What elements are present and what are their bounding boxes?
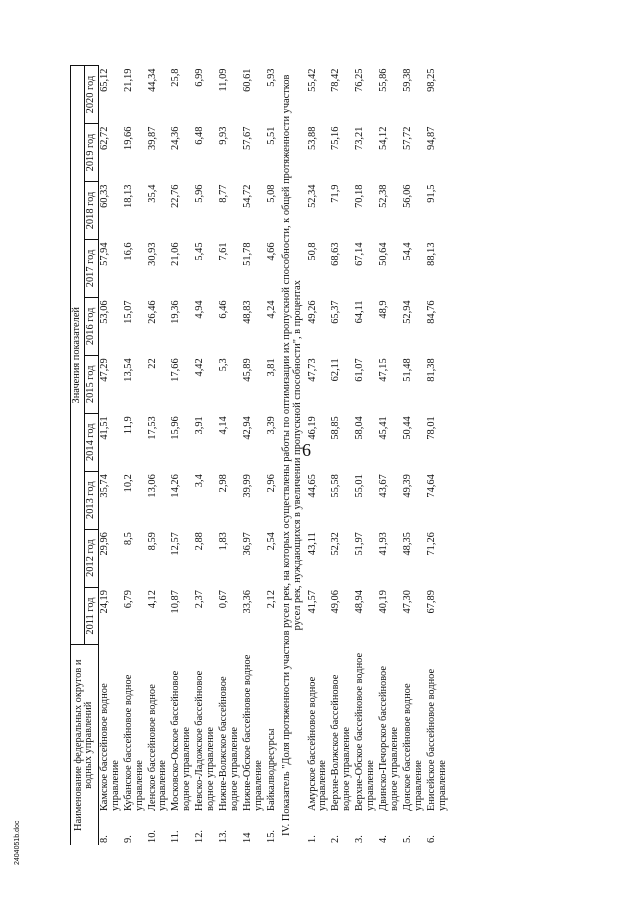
- header-year: 2018 год: [84, 182, 98, 240]
- value-cell: 26,46: [146, 300, 158, 324]
- row-index: 14: [241, 832, 253, 843]
- value-cell: 60,33: [98, 184, 110, 208]
- value-cell: 57,67: [241, 126, 253, 150]
- value-cell: 6,99: [194, 68, 206, 87]
- row-index: 6.: [425, 835, 437, 843]
- table-body-a: [98, 66, 278, 846]
- value-cell: 54,12: [378, 126, 390, 150]
- value-cell: 42,94: [241, 416, 253, 440]
- header-year: 2012 год: [84, 529, 98, 587]
- value-cell: 49,26: [306, 300, 318, 324]
- row-index: 4.: [378, 835, 390, 843]
- value-cell: 5,08: [265, 184, 277, 203]
- value-cell: 50,64: [378, 242, 390, 266]
- value-cell: 70,18: [354, 184, 366, 208]
- value-cell: 17,66: [170, 358, 182, 382]
- value-cell: 52,38: [378, 184, 390, 208]
- value-cell: 8,77: [218, 184, 230, 203]
- value-cell: 22,76: [170, 184, 182, 208]
- value-cell: 50,8: [306, 242, 318, 261]
- footer-filename: [14, 820, 94, 881]
- value-cell: 21,06: [170, 242, 182, 266]
- value-cell: 29,96: [98, 532, 110, 556]
- row-index: 9.: [122, 835, 134, 843]
- indicators-table: [70, 65, 450, 845]
- value-cell: 18,13: [122, 184, 134, 208]
- value-cell: 21,19: [122, 68, 134, 92]
- value-cell: 55,01: [354, 474, 366, 498]
- table-row: [354, 66, 378, 846]
- value-cell: 43,67: [378, 474, 390, 498]
- value-cell: 7,61: [218, 242, 230, 261]
- row-index: 12.: [194, 830, 206, 843]
- value-cell: 36,97: [241, 532, 253, 556]
- value-cell: 67,89: [425, 590, 437, 614]
- value-cell: 52,94: [401, 300, 413, 324]
- table-row: [147, 66, 171, 846]
- value-cell: 13,06: [146, 474, 158, 498]
- value-cell: 9,93: [218, 126, 230, 145]
- value-cell: 5,93: [265, 68, 277, 87]
- value-cell: 47,15: [378, 358, 390, 382]
- value-cell: 41,57: [306, 590, 318, 614]
- value-cell: 47,30: [401, 590, 413, 614]
- value-cell: 47,73: [306, 358, 318, 382]
- value-cell: 4,42: [194, 358, 206, 377]
- row-name: Невско-Ладожское бассейновое водное управление: [194, 670, 217, 811]
- table-row: [307, 66, 331, 846]
- value-cell: 75,16: [330, 126, 342, 150]
- section-title: IV. Показатель "Доля протяженности участков русел рек, на которых осуществлены работы по оптимизации их пропускной способности, к общей протяженности участков русел рек, нуждающихся в увеличении пропускной способности", в процентах: [280, 74, 303, 836]
- value-cell: 5,96: [194, 184, 206, 203]
- value-cell: 52,32: [330, 532, 342, 556]
- value-cell: 68,63: [330, 242, 342, 266]
- row-index: 13.: [218, 830, 230, 843]
- table-row: [426, 66, 450, 846]
- row-index: 11.: [170, 830, 182, 843]
- table-row: [242, 66, 266, 846]
- page-number: 6: [302, 440, 311, 460]
- value-cell: 55,58: [330, 474, 342, 498]
- row-name: Нижне-Обское бассейновое водное управление: [241, 654, 264, 811]
- value-cell: 46,19: [306, 416, 318, 440]
- value-cell: 49,06: [330, 590, 342, 614]
- table-row: [170, 66, 194, 846]
- value-cell: 65,12: [98, 68, 110, 92]
- value-cell: 62,72: [98, 126, 110, 150]
- value-cell: 71,26: [425, 532, 437, 556]
- table-row: [330, 66, 354, 846]
- value-cell: 59,38: [401, 68, 413, 92]
- value-cell: 65,37: [330, 300, 342, 324]
- header-year: 2016 год: [84, 297, 98, 355]
- value-cell: 84,76: [425, 300, 437, 324]
- value-cell: 55,42: [306, 68, 318, 92]
- value-cell: 40,19: [378, 590, 390, 614]
- value-cell: 52,34: [306, 184, 318, 208]
- value-cell: 4,14: [218, 416, 230, 435]
- row-index: 2.: [330, 835, 342, 843]
- value-cell: 3,39: [265, 416, 277, 435]
- value-cell: 51,97: [354, 532, 366, 556]
- value-cell: 88,13: [425, 242, 437, 266]
- header-year: 2011 год: [84, 587, 98, 645]
- value-cell: 60,61: [241, 68, 253, 92]
- value-cell: 6,46: [218, 300, 230, 319]
- value-cell: 78,01: [425, 416, 437, 440]
- row-name: Двинско-Печорское бассейновое водное управление: [378, 666, 400, 811]
- value-cell: 48,9: [378, 300, 390, 319]
- value-cell: 5,45: [194, 242, 206, 261]
- value-cell: 49,39: [401, 474, 413, 498]
- value-cell: 30,93: [146, 242, 158, 266]
- value-cell: 2,37: [194, 590, 206, 609]
- value-cell: 16,6: [122, 242, 134, 261]
- value-cell: 1,83: [218, 532, 230, 551]
- row-index: 5.: [401, 835, 413, 843]
- value-cell: 44,34: [146, 68, 158, 92]
- value-cell: 3,91: [194, 416, 206, 435]
- value-cell: 19,66: [122, 126, 134, 150]
- value-cell: 4,24: [265, 300, 277, 319]
- value-cell: 44,65: [306, 474, 318, 498]
- value-cell: 8,5: [122, 532, 134, 546]
- value-cell: 48,94: [354, 590, 366, 614]
- value-cell: 57,94: [98, 242, 110, 266]
- value-cell: 12,57: [170, 532, 182, 556]
- value-cell: 71,9: [330, 184, 342, 203]
- value-cell: 54,72: [241, 184, 253, 208]
- value-cell: 91,5: [425, 184, 437, 203]
- header-year: 2017 год: [84, 239, 98, 297]
- row-name: Московско-Окское бассейновое водное управление: [170, 670, 193, 811]
- table-row: [98, 66, 122, 846]
- row-name: Верхне-Обское бассейновое водное управление: [354, 652, 377, 811]
- header-year: 2020 год: [84, 66, 98, 124]
- row-index: 10.: [146, 830, 158, 843]
- table-row: [194, 66, 218, 846]
- value-cell: 2,98: [218, 474, 230, 493]
- value-cell: 51,48: [401, 358, 413, 382]
- value-cell: 53,88: [306, 126, 318, 150]
- value-cell: 0,67: [218, 590, 230, 609]
- value-cell: 43,11: [306, 532, 318, 556]
- value-cell: 17,53: [146, 416, 158, 440]
- header-year: 2019 год: [84, 124, 98, 182]
- table-row: [218, 66, 242, 846]
- value-cell: 15,96: [170, 416, 182, 440]
- value-cell: 55,86: [378, 68, 390, 92]
- row-index: 8.: [98, 835, 110, 843]
- rotated-table-container: [70, 65, 570, 845]
- value-cell: 47,29: [98, 358, 110, 382]
- value-cell: 2,88: [194, 532, 206, 551]
- row-index: 1.: [306, 835, 318, 843]
- value-cell: 64,11: [354, 300, 366, 324]
- value-cell: 5,51: [265, 126, 277, 145]
- value-cell: 4,66: [265, 242, 277, 261]
- table-row: [402, 66, 426, 846]
- row-name: Ленское бассейновое водное управление: [146, 684, 169, 811]
- header-values-group: Значения показателей: [71, 66, 85, 646]
- value-cell: 39,99: [241, 474, 253, 498]
- value-cell: 2,54: [265, 532, 277, 551]
- value-cell: 41,93: [378, 532, 390, 556]
- value-cell: 45,89: [241, 358, 253, 382]
- value-cell: 3,4: [194, 474, 206, 488]
- table-row: [378, 66, 402, 846]
- value-cell: 5,3: [218, 358, 230, 372]
- value-cell: 73,21: [354, 126, 366, 150]
- header-year: 2014 год: [84, 413, 98, 471]
- value-cell: 2,12: [265, 590, 277, 609]
- row-name: Донское бассейновое водное управление: [401, 683, 424, 811]
- value-cell: 35,4: [146, 184, 158, 203]
- value-cell: 19,36: [170, 300, 182, 324]
- table-body-b: [307, 66, 450, 846]
- value-cell: 58,85: [330, 416, 342, 440]
- row-name: Кубанское бассейновое водное управление: [122, 674, 145, 811]
- value-cell: 81,38: [425, 358, 437, 382]
- value-cell: 6,79: [122, 590, 134, 609]
- value-cell: 39,87: [146, 126, 158, 150]
- value-cell: 3,81: [265, 358, 277, 377]
- value-cell: 8,59: [146, 532, 158, 551]
- value-cell: 33,36: [241, 590, 253, 614]
- value-cell: 78,42: [330, 68, 342, 92]
- value-cell: 51,78: [241, 242, 253, 266]
- value-cell: 13,54: [122, 358, 134, 382]
- value-cell: 41,51: [98, 416, 110, 440]
- value-cell: 10,2: [122, 474, 134, 493]
- value-cell: 4,94: [194, 300, 206, 319]
- row-name: Верхне-Волжское бассейновое водное управление: [330, 674, 353, 811]
- row-name: Камское бассейновое водное управление: [98, 683, 121, 811]
- value-cell: 61,07: [354, 358, 366, 382]
- table-row: [123, 66, 147, 846]
- value-cell: 15,07: [122, 300, 134, 324]
- value-cell: 24,36: [170, 126, 182, 150]
- value-cell: 11,09: [218, 68, 230, 92]
- value-cell: 74,64: [425, 474, 437, 498]
- header-name-col: Наименование федеральных округов и водных управлений: [71, 645, 99, 845]
- value-cell: 25,8: [170, 68, 182, 87]
- value-cell: 94,87: [425, 126, 437, 150]
- value-cell: 53,06: [98, 300, 110, 324]
- value-cell: 50,44: [401, 416, 413, 440]
- footer-text: 2404051b.doc: [14, 820, 21, 865]
- value-cell: 35,74: [98, 474, 110, 498]
- value-cell: 14,26: [170, 474, 182, 498]
- row-index: 15.: [265, 830, 277, 843]
- value-cell: 4,12: [146, 590, 158, 609]
- value-cell: 6,48: [194, 126, 206, 145]
- value-cell: 57,72: [401, 126, 413, 150]
- value-cell: 62,11: [330, 358, 342, 382]
- table-row: [266, 66, 279, 846]
- row-name: Амурское бассейновое водное управление: [306, 676, 329, 811]
- value-cell: 58,04: [354, 416, 366, 440]
- row-name: Нижне-Волжское бассейновое водное управление: [218, 676, 240, 811]
- row-name: Енисейское бассейновое водное управление: [425, 668, 448, 811]
- row-name: Байкалводресурсы: [265, 728, 277, 811]
- value-cell: 22: [146, 358, 158, 369]
- value-cell: 10,87: [170, 590, 182, 614]
- value-cell: 67,14: [354, 242, 366, 266]
- value-cell: 76,25: [354, 68, 366, 92]
- value-cell: 56,06: [401, 184, 413, 208]
- value-cell: 45,41: [378, 416, 390, 440]
- value-cell: 48,83: [241, 300, 253, 324]
- value-cell: 2,96: [265, 474, 277, 493]
- value-cell: 54,4: [401, 242, 413, 261]
- header-year: 2013 год: [84, 471, 98, 529]
- header-year: 2015 год: [84, 355, 98, 413]
- value-cell: 48,35: [401, 532, 413, 556]
- value-cell: 24,19: [98, 590, 110, 614]
- value-cell: 98,25: [425, 68, 437, 92]
- value-cell: 11,9: [122, 416, 134, 435]
- row-index: 3.: [354, 835, 366, 843]
